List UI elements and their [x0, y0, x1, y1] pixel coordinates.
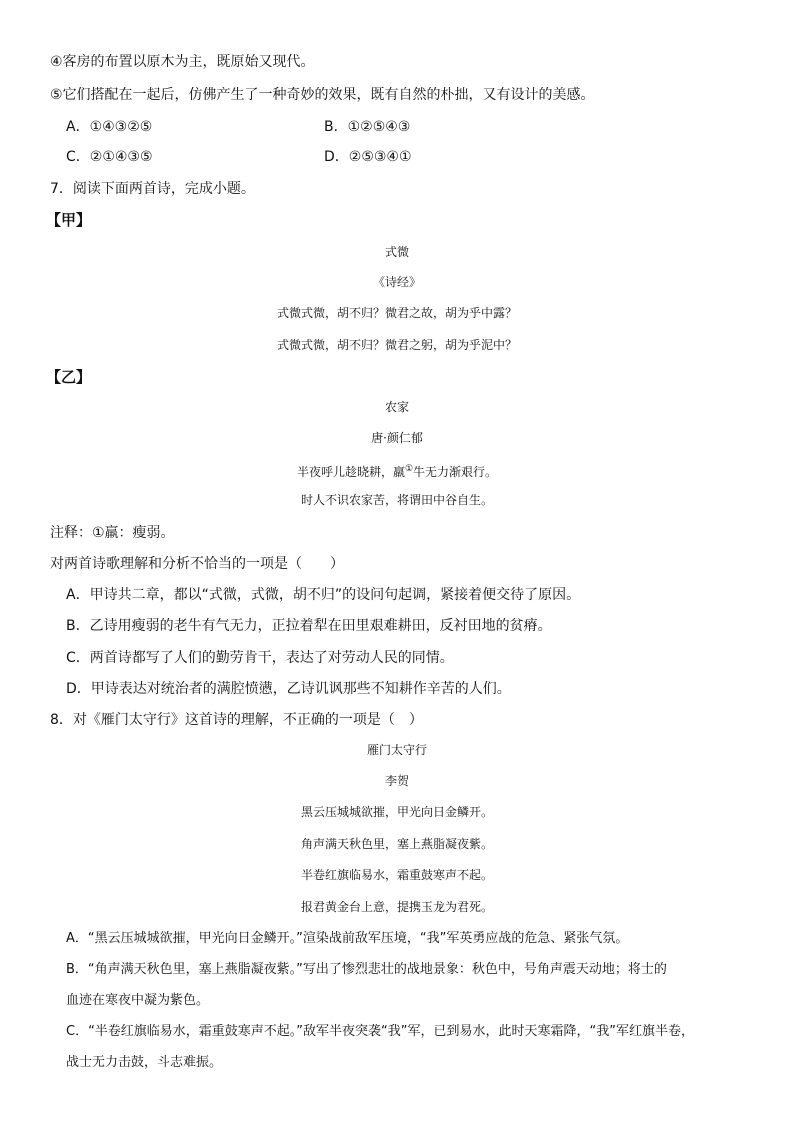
sentence-4: ④客房的布置以原木为主，既原始又现代。 [50, 54, 315, 70]
q6-option-b[interactable]: B．①②⑤④③ [324, 119, 411, 135]
q7-option-a[interactable]: A．甲诗共二章，都以“式微，式微，胡不归”的设问句起调，紧接着便交待了原因。 [66, 587, 581, 603]
poem1-title: 式微 [384, 245, 409, 259]
q7-question: 对两首诗歌理解和分析不恰当的一项是（ ） [50, 556, 344, 572]
poem2-line-2: 时人不识农家苦，将谓田中谷自生。 [300, 493, 493, 507]
poem3-author: 李贺 [384, 774, 409, 788]
q8-option-c-line2[interactable]: 战士无力击鼓，斗志难振。 [66, 1055, 223, 1070]
q8-option-c-line1[interactable]: C．“半卷红旗临易水，霜重鼓寒声不起。”敌军半夜突袭“我”军，已到易水，此时天寒霜降，“我”军红旗半卷， [66, 1024, 694, 1039]
q7-jia-label: 【甲】 [46, 211, 92, 229]
poem3-title: 雁门太守行 [366, 743, 427, 757]
q7-stem: 7．阅读下面两首诗，完成小题。 [50, 181, 255, 197]
poem2-line-1-b: 牛无力渐艰行。 [413, 465, 498, 479]
q6-option-d[interactable]: D．②⑤③④① [324, 149, 412, 165]
footnote-marker: ① [404, 464, 414, 474]
q7-yi-label: 【乙】 [46, 368, 92, 386]
poem1-line-1: 式微式微，胡不归？微君之故，胡为乎中露？ [276, 306, 517, 320]
poem2-author: 唐·颜仁郁 [371, 431, 423, 445]
sentence-5: ⑤它们搭配在一起后，仿佛产生了一种奇妙的效果，既有自然的朴拙，又有设计的美感。 [50, 87, 595, 103]
poem3-line-3: 半卷红旗临易水，霜重鼓寒声不起。 [300, 868, 493, 882]
q7-option-d[interactable]: D．甲诗表达对统治者的满腔愤懑，乙诗讥讽那些不知耕作辛苦的人们。 [66, 681, 511, 697]
poem2-title: 农家 [384, 400, 409, 414]
poem1-line-2: 式微式微，胡不归？微君之躬，胡为乎泥中？ [276, 338, 517, 352]
q8-stem: 8．对《雁门太守行》这首诗的理解，不正确的一项是（ ） [50, 712, 423, 728]
q7-option-b[interactable]: B．乙诗用瘦弱的老牛有气无力，正拉着犁在田里艰难耕田，反衬田地的贫瘠。 [66, 618, 552, 634]
q8-option-b-line1[interactable]: B．“角声满天秋色里，塞上燕脂凝夜紫。”写出了惨烈悲壮的战地景象：秋色中，号角声震天动地；将士的 [66, 962, 667, 977]
q7-note: 注释：①羸：瘦弱。 [50, 525, 175, 541]
poem3-line-2: 角声满天秋色里，塞上燕脂凝夜紫。 [300, 837, 493, 851]
q8-option-a[interactable]: A．“黑云压城城欲摧，甲光向日金鳞开。”渲染战前敌军压境，“我”军英勇应战的危急、紧张气氛。 [66, 931, 629, 946]
q7-option-c[interactable]: C．两首诗都写了人们的勤劳肯干，表达了对劳动人民的同情。 [66, 650, 454, 666]
poem3-line-1: 黑云压城城欲摧，甲光向日金鳞开。 [300, 805, 493, 819]
poem3-line-4: 报君黄金台上意，提携玉龙为君死。 [300, 900, 493, 914]
poem2-line-1-a: 半夜呼儿趁晓耕，羸 [296, 465, 405, 479]
q8-option-b-line2[interactable]: 血迹在寒夜中凝为紫色。 [66, 993, 210, 1008]
q6-option-a[interactable]: A．①④③②⑤ [66, 119, 153, 135]
poem2-line-1 [0, 460, 794, 481]
poem1-author: 《诗经》 [372, 275, 421, 289]
q6-option-c[interactable]: C．②①④③⑤ [66, 149, 153, 165]
